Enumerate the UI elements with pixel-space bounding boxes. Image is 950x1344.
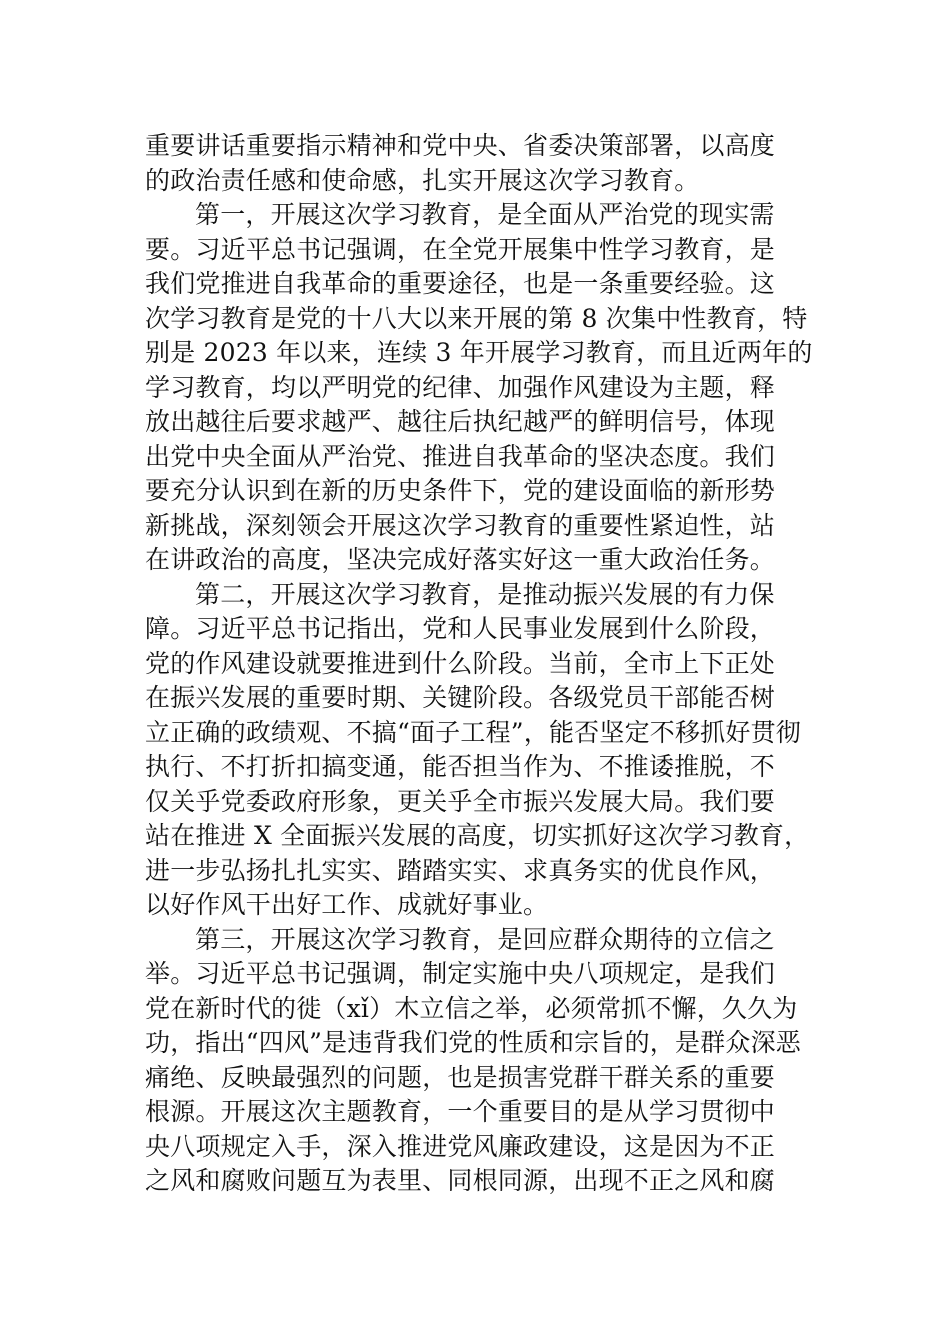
text-line: 之风和腐败问题互为表里、同根同源，出现不正之风和腐 [145, 1166, 776, 1195]
text-line: 党在新时代的徙（xǐ）木立信之举，必须常抓不懈，久久为 [145, 993, 798, 1023]
text-line: 在振兴发展的重要时期、关键阶段。各级党员干部能否树 [145, 683, 776, 712]
text-line: 的政治责任感和使命感，扎实开展这次学习教育。 [145, 165, 700, 195]
text-line: 进一步弘扬扎扎实实、踏踏实实、求真务实的优良作风， [145, 855, 776, 885]
text-line: 重要讲话重要指示精神和党中央、省委决策部署，以高度 [145, 131, 776, 160]
text-line: 执行、不打折扣搞变通，能否担当作为、不推诿推脱，不 [145, 752, 776, 781]
text-line: 我们党推进自我革命的重要途径，也是一条重要经验。这 [145, 269, 776, 298]
text-line: 新挑战，深刻领会开展这次学习教育的重要性紧迫性，站 [145, 510, 776, 540]
text-line: 障。习近平总书记指出，党和人民事业发展到什么阶段， [145, 614, 776, 643]
text-line: 次学习教育是党的十八大以来开展的第 8 次集中性教育，特 [145, 303, 808, 333]
text-line: 学习教育，均以严明党的纪律、加强作风建设为主题，释 [145, 372, 776, 402]
text-line: 要。习近平总书记强调，在全党开展集中性学习教育，是 [145, 234, 776, 264]
paragraph-first-line: 第一，开展这次学习教育，是全面从严治党的现实需 [195, 200, 775, 229]
text-line: 放出越往后要求越严、越往后执纪越严的鲜明信号，体现 [145, 407, 776, 436]
text-line: 别是 2023 年以来，连续 3 年开展学习教育，而且近两年的 [145, 338, 813, 367]
text-line: 以好作风干出好工作、成就好事业。 [145, 890, 549, 919]
text-line: 痛绝、反映最强烈的问题，也是损害党群干群关系的重要 [145, 1062, 776, 1092]
paragraph-first-line: 第三，开展这次学习教育，是回应群众期待的立信之 [195, 924, 775, 954]
text-line: 功，指出“四风”是违背我们党的性质和宗旨的，是群众深恶 [145, 1028, 801, 1057]
text-line: 在讲政治的高度，坚决完成好落实好这一重大政治任务。 [145, 545, 776, 574]
document-body [145, 129, 827, 1199]
text-line: 出党中央全面从严治党、推进自我革命的坚决态度。我们 [145, 441, 776, 471]
text-line: 举。习近平总书记强调，制定实施中央八项规定，是我们 [145, 959, 776, 988]
text-line: 党的作风建设就要推进到什么阶段。当前，全市上下正处 [145, 648, 776, 678]
text-line: 立正确的政绩观、不搞“面子工程”，能否坚定不移抓好贯彻 [145, 717, 801, 747]
text-line: 仅关乎党委政府形象，更关乎全市振兴发展大局。我们要 [145, 786, 776, 816]
text-line: 根源。开展这次主题教育，一个重要目的是从学习贯彻中 [145, 1097, 776, 1126]
text-line: 央八项规定入手，深入推进党风廉政建设，这是因为不正 [145, 1131, 776, 1161]
paragraph-first-line: 第二，开展这次学习教育，是推动振兴发展的有力保 [195, 579, 775, 609]
text-line: 要充分认识到在新的历史条件下，党的建设面临的新形势 [145, 476, 776, 505]
text-line: 站在推进 X 全面振兴发展的高度，切实抓好这次学习教育， [145, 821, 810, 850]
